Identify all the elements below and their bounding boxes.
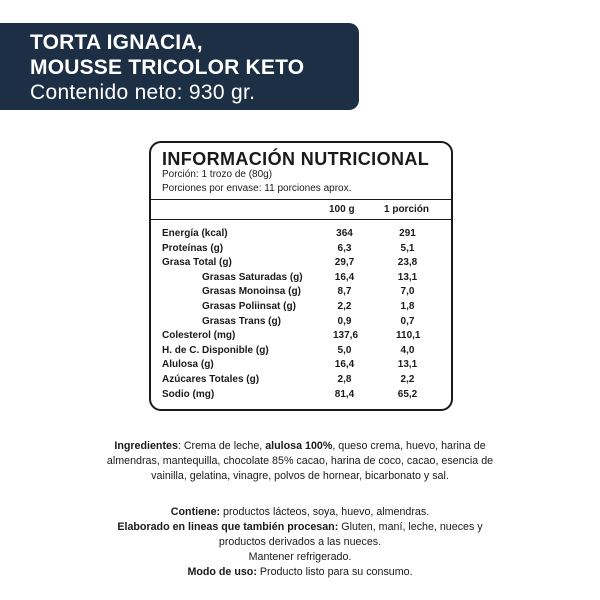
- contains-label: Contiene:: [170, 506, 221, 518]
- nutrition-row: [151, 316, 451, 331]
- value-per-100g: 0,9: [337, 315, 352, 327]
- usage-label: Modo de uso:: [187, 566, 257, 579]
- nutrient-label: Grasas Trans (g): [202, 315, 281, 327]
- nutrient-label: Grasa Total (g): [162, 257, 232, 269]
- nutrient-label: Sodio (mg): [162, 388, 215, 400]
- nutrient-label: Colesterol (mg): [162, 330, 236, 342]
- cross-contamination: [95, 520, 505, 550]
- nutrition-rows: [151, 228, 451, 403]
- value-per-100g: 81,4: [334, 388, 355, 400]
- product-header: [0, 23, 359, 110]
- value-per-portion: 0,7: [400, 315, 415, 327]
- value-per-100g: 364: [336, 228, 353, 239]
- value-per-100g: 16,4: [334, 271, 355, 283]
- value-per-portion: 1,8: [400, 300, 415, 312]
- nutrition-row: [151, 345, 451, 360]
- nutrient-label: Grasas Poliinsat (g): [202, 300, 296, 312]
- value-per-portion: 13,1: [397, 359, 418, 371]
- nutrition-row: [151, 272, 451, 287]
- ingredients-label: Ingredientes: [114, 440, 178, 452]
- nutrition-row: [151, 257, 451, 272]
- contains-text: productos lácteos, soya, huevo, almendras.: [220, 506, 430, 518]
- nutrient-label: Alulosa (g): [162, 359, 214, 371]
- nutrition-row: [151, 374, 451, 389]
- nutrient-label: Energía (kcal): [162, 228, 228, 239]
- value-per-100g: 2,2: [337, 300, 352, 312]
- nutrient-label: Proteínas (g): [162, 242, 224, 254]
- divider: [151, 199, 451, 200]
- nutrition-row: [151, 243, 451, 258]
- nutrition-row: [151, 359, 451, 374]
- product-notes: [95, 505, 505, 580]
- ingredients-part1: : Crema de leche,: [177, 440, 266, 452]
- value-per-portion: 13,1: [397, 271, 418, 283]
- value-per-portion: 2,2: [400, 373, 415, 385]
- portion-size: Porción: 1 trozo de (80g): [162, 169, 273, 180]
- value-per-portion: 23,8: [397, 257, 418, 269]
- column-header-100g: 100 g: [329, 204, 355, 215]
- divider: [151, 219, 451, 220]
- value-per-portion: 291: [399, 228, 416, 239]
- net-content: Contenido neto: 930 gr.: [30, 81, 256, 104]
- value-per-100g: 2,8: [337, 373, 352, 385]
- nutrient-label: Azúcares Totales (g): [162, 373, 260, 385]
- ingredients-part2: , queso crema, huevo, harina de almendras, mantequilla, chocolate 85% cacao, harina de coco, cacao, esencia de vainilla, gelatina, vinagre, polvos de hornear, bicarbonato y sal.: [106, 440, 494, 483]
- storage-instructions: Mantener refrigerado.: [248, 551, 352, 564]
- ingredients-text: [95, 439, 505, 484]
- product-title-line2: MOUSSE TRICOLOR KETO: [30, 56, 305, 79]
- nutrient-label: H. de C. Disponible (g): [162, 344, 269, 356]
- product-title-line1: TORTA IGNACIA,: [30, 31, 203, 54]
- column-header-portion: 1 porción: [384, 204, 430, 215]
- value-per-100g: 137,6: [333, 330, 359, 342]
- value-per-portion: 7,0: [400, 286, 415, 298]
- servings-per-package: Porciones por envase: 11 porciones aprox.: [162, 183, 352, 194]
- value-per-100g: 5,0: [337, 344, 352, 356]
- nutrition-row: [151, 389, 451, 404]
- usage-instructions: [95, 565, 505, 580]
- processed-text: Gluten, maní, leche, nueces y productos derivados a las nueces.: [218, 521, 483, 549]
- nutrition-row: [151, 330, 451, 345]
- nutrient-label: Grasas Monoinsa (g): [202, 286, 301, 298]
- usage-text: Producto listo para su consumo.: [256, 566, 413, 579]
- processed-label: Elaborado en lineas que también procesan:: [117, 521, 339, 534]
- nutrition-title: INFORMACIÓN NUTRICIONAL: [162, 149, 430, 169]
- value-per-100g: 8,7: [337, 286, 352, 298]
- ingredients-bold: alulosa 100%: [265, 440, 333, 452]
- nutrition-row: [151, 286, 451, 301]
- value-per-portion: 4,0: [400, 344, 415, 356]
- value-per-portion: 5,1: [400, 242, 415, 254]
- value-per-100g: 16,4: [334, 359, 355, 371]
- value-per-portion: 65,2: [397, 388, 418, 400]
- value-per-100g: 6,3: [337, 242, 352, 254]
- nutrition-row: [151, 228, 451, 243]
- value-per-portion: 110,1: [396, 330, 421, 342]
- allergen-contains: [95, 505, 505, 520]
- nutrient-label: Grasas Saturadas (g): [202, 271, 303, 283]
- nutrition-facts-panel: [149, 141, 453, 411]
- value-per-100g: 29,7: [334, 257, 355, 269]
- nutrition-row: [151, 301, 451, 316]
